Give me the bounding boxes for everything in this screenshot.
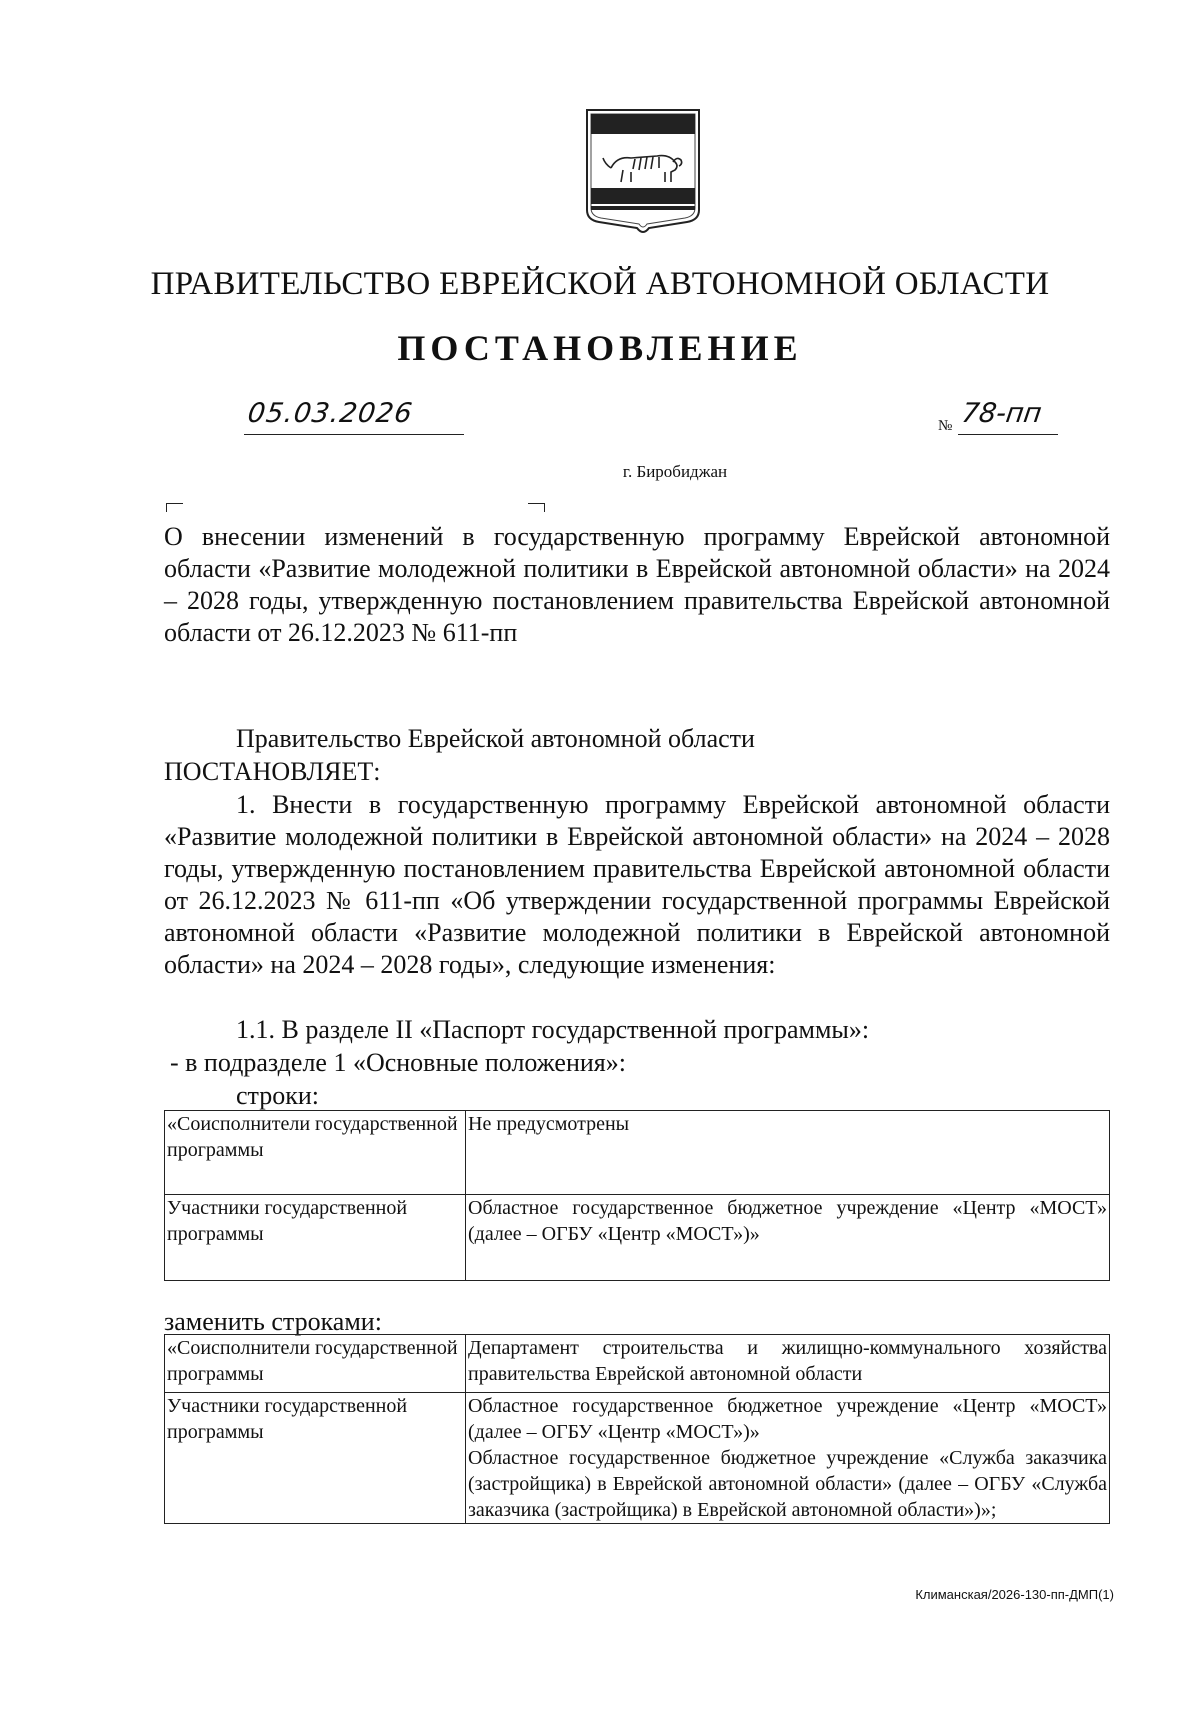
table-cell-value [466,1393,1110,1524]
table-row [165,1195,1110,1281]
government-line: Правительство Еврейской автономной области [236,724,755,753]
label-strings: строки: [236,1081,319,1110]
number-underline [958,434,1058,435]
coat-of-arms-emblem [583,106,703,240]
table-row [165,1111,1110,1195]
table-row [165,1393,1110,1524]
participant-2: Областное государственное бюджетное учреждение «Служба заказчика (застройщика) в Еврейской автономной области» (далее – ОГБУ «Служба заказчика (застройщика) в Еврейской автономной области»)»; [468,1447,1107,1521]
decree-word: ПОСТАНОВЛЯЕТ: [164,757,381,786]
handwritten-date: 05.03.2026 [245,398,415,429]
footer-reference: Климанская/2026-130-пп-ДМП(1) [915,1587,1114,1602]
table-cell-value: Не предусмотрены [466,1111,1110,1195]
document-subject: О внесении изменений в государственную программу Еврейской автономной области «Развитие молодежной политики в Еврейской автономной области» на 2024 – 2028 годы, утвержденную постановлением правительства Еврейской автономной области от 26.12.2023 № 611-пп [164,522,1110,647]
paragraph-subsection: - в подразделе 1 «Основные положения»: [170,1048,626,1077]
table-new-rows [164,1334,1110,1524]
document-type-title: ПОСТАНОВЛЕНИЕ [397,328,803,368]
table-cell-value: Департамент строительства и жилищно-коммунального хозяйства правительства Еврейской автономной области [466,1335,1110,1393]
table-old-rows [164,1110,1110,1281]
label-replace: заменить строками: [164,1307,382,1336]
city-line: г. Биробиджан [622,462,728,481]
participant-1: Областное государственное бюджетное учреждение «Центр «МОСТ» (далее – ОГБУ «Центр «МОСТ»)» [468,1395,1107,1443]
paragraph-1: 1. Внести в государственную программу Еврейской автономной области «Развитие молодежной политики в Еврейской автономной области» на 2024 – 2028 годы, утвержденную постановлением правительства Еврейской автономной области от 26.12.2023 № 611-пп «Об утверждении государственной программы Еврейской автономной области «Развитие молодежной политики в Еврейской автономной области» на 2024 – 2028 годы», следующие изменения: [164,790,1110,979]
table-row [165,1335,1110,1393]
paragraph-1-1: 1.1. В разделе II «Паспорт государственной программы»: [236,1015,870,1044]
date-underline [244,434,464,435]
table-cell-label: «Соисполнители государственной программы [165,1335,466,1393]
table-cell-value: Областное государственное бюджетное учреждение «Центр «МОСТ» (далее – ОГБУ «Центр «МОСТ»)» [466,1195,1110,1281]
subject-corner-right [528,503,545,512]
handwritten-number: 78-пп [959,398,1044,429]
table-cell-label: Участники государственной программы [165,1195,466,1281]
subject-corner-left [166,503,183,512]
table-cell-label: Участники государственной программы [165,1393,466,1524]
tiger-icon [603,156,682,182]
number-label: № [938,418,953,434]
organization-title: ПРАВИТЕЛЬСТВО ЕВРЕЙСКОЙ АВТОНОМНОЙ ОБЛАСТИ [150,266,1050,302]
table-cell-label: «Соисполнители государственной программы [165,1111,466,1195]
